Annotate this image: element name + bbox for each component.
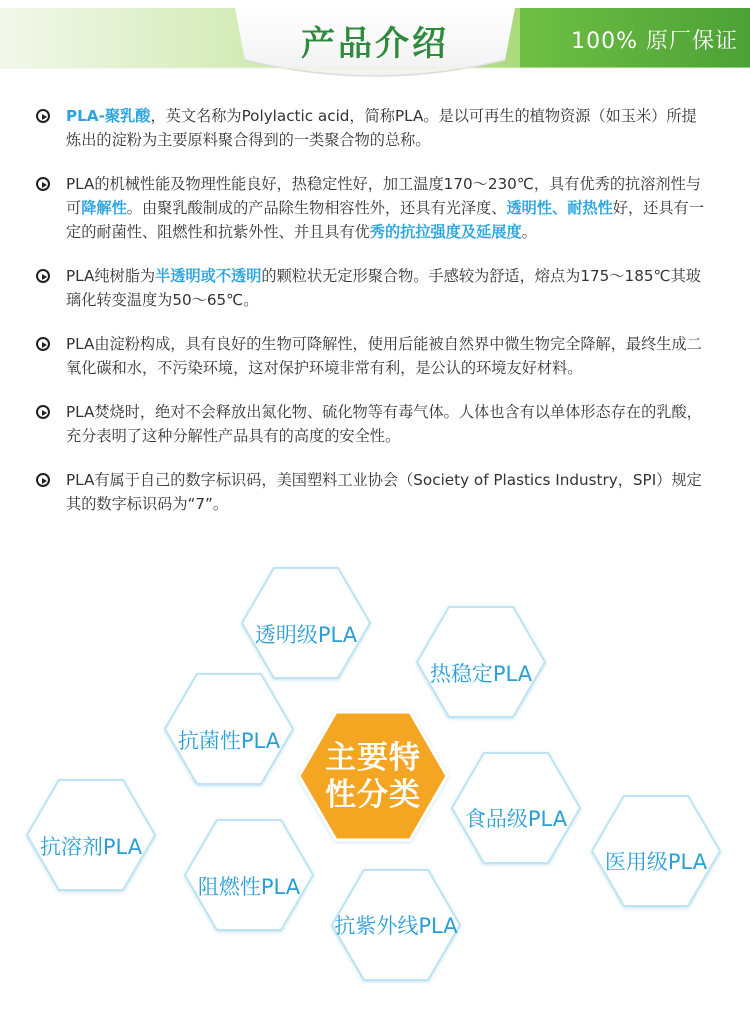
list-item <box>36 400 706 448</box>
circle-play-icon <box>36 473 50 487</box>
list-item <box>36 468 706 516</box>
hex-label-antibacterial: 抗菌性PLA <box>177 729 281 753</box>
list-item-text <box>66 267 701 309</box>
list-item <box>36 104 706 152</box>
body-text: 。由聚乳酸制成的产品除生物相容性外，还具有光泽度、 <box>126 199 507 217</box>
hex-label-flame: 阻燃性PLA <box>197 875 301 899</box>
list-item-text <box>66 175 704 241</box>
list-item-text: PLA焚烧时，绝对不会释放出氮化物、硫化物等有毒气体。人体也含有以单体形态存在的乳酸，充分表明了这种分解性产品具有的高度的安全性。 <box>66 403 702 445</box>
header-banner <box>0 0 750 95</box>
body-text: ，英文名称为Polylactic acid，简称PLA。是以可再生的植物资源（如玉米）所提炼出的淀粉为主要原料聚合得到的一类聚合物的总称。 <box>66 107 697 149</box>
list-item-text <box>66 107 697 149</box>
highlight-text: 半透明或不透明 <box>155 267 262 285</box>
circle-play-icon <box>36 337 50 351</box>
guarantee-badge: 100% 原厂保证 <box>571 29 738 54</box>
hex-label-solvent: 抗溶剂PLA <box>39 835 143 859</box>
list-item <box>36 264 706 312</box>
highlight-text: 降解性 <box>81 199 127 217</box>
body-text: 。 <box>521 223 537 241</box>
list-item <box>36 172 706 244</box>
circle-play-icon <box>36 109 50 123</box>
description-list <box>36 104 706 536</box>
hex-label-uv: 抗紫外线PLA <box>334 914 458 938</box>
center-hex-line1: 主要特 <box>325 740 421 776</box>
highlight-text: 秀的抗拉强度及延展度 <box>369 223 522 241</box>
list-item-text: PLA由淀粉构成，具有良好的生物可降解性，使用后能被自然界中微生物完全降解，最终生成二氧化碳和水，不污染环境，这对保护环境非常有利，是公认的环境友好材料。 <box>66 335 702 377</box>
circle-play-icon <box>36 177 50 191</box>
body-text: PLA的机械性能及物理性能良好，热稳定性好，加工温度170～230℃，具有优秀的抗溶剂性与可 <box>66 175 701 217</box>
center-hex-label <box>303 740 443 814</box>
body-text: PLA纯树脂为 <box>66 267 156 285</box>
highlight-text: 透明性、耐热性 <box>506 199 613 217</box>
circle-play-icon <box>36 269 50 283</box>
list-item <box>36 332 706 380</box>
body-text: 的颗粒状无定形聚合物。手感较为舒适，熔点为175～185℃其玻璃化转变温度为50～65℃。 <box>66 267 701 309</box>
list-item-text: PLA有属于自己的数字标识码，美国塑料工业协会（Society of Plastics Industry，SPI）规定其的数字标识码为“7”。 <box>66 471 702 513</box>
page-title: 产品介绍 <box>301 24 449 64</box>
hex-label-food: 食品级PLA <box>464 807 568 831</box>
hexagon-diagram <box>0 540 750 1021</box>
circle-play-icon <box>36 405 50 419</box>
hex-label-medical: 医用级PLA <box>604 850 708 874</box>
center-hex-line2: 性分类 <box>325 777 421 813</box>
body-text: 好，还具有一定的耐菌性、阻燃性和抗紫外性、并且具有优 <box>66 199 704 241</box>
highlight-text: PLA-聚乳酸 <box>66 107 151 125</box>
hex-label-heat-stable: 热稳定PLA <box>429 662 533 686</box>
hex-label-transparent: 透明级PLA <box>254 623 358 647</box>
